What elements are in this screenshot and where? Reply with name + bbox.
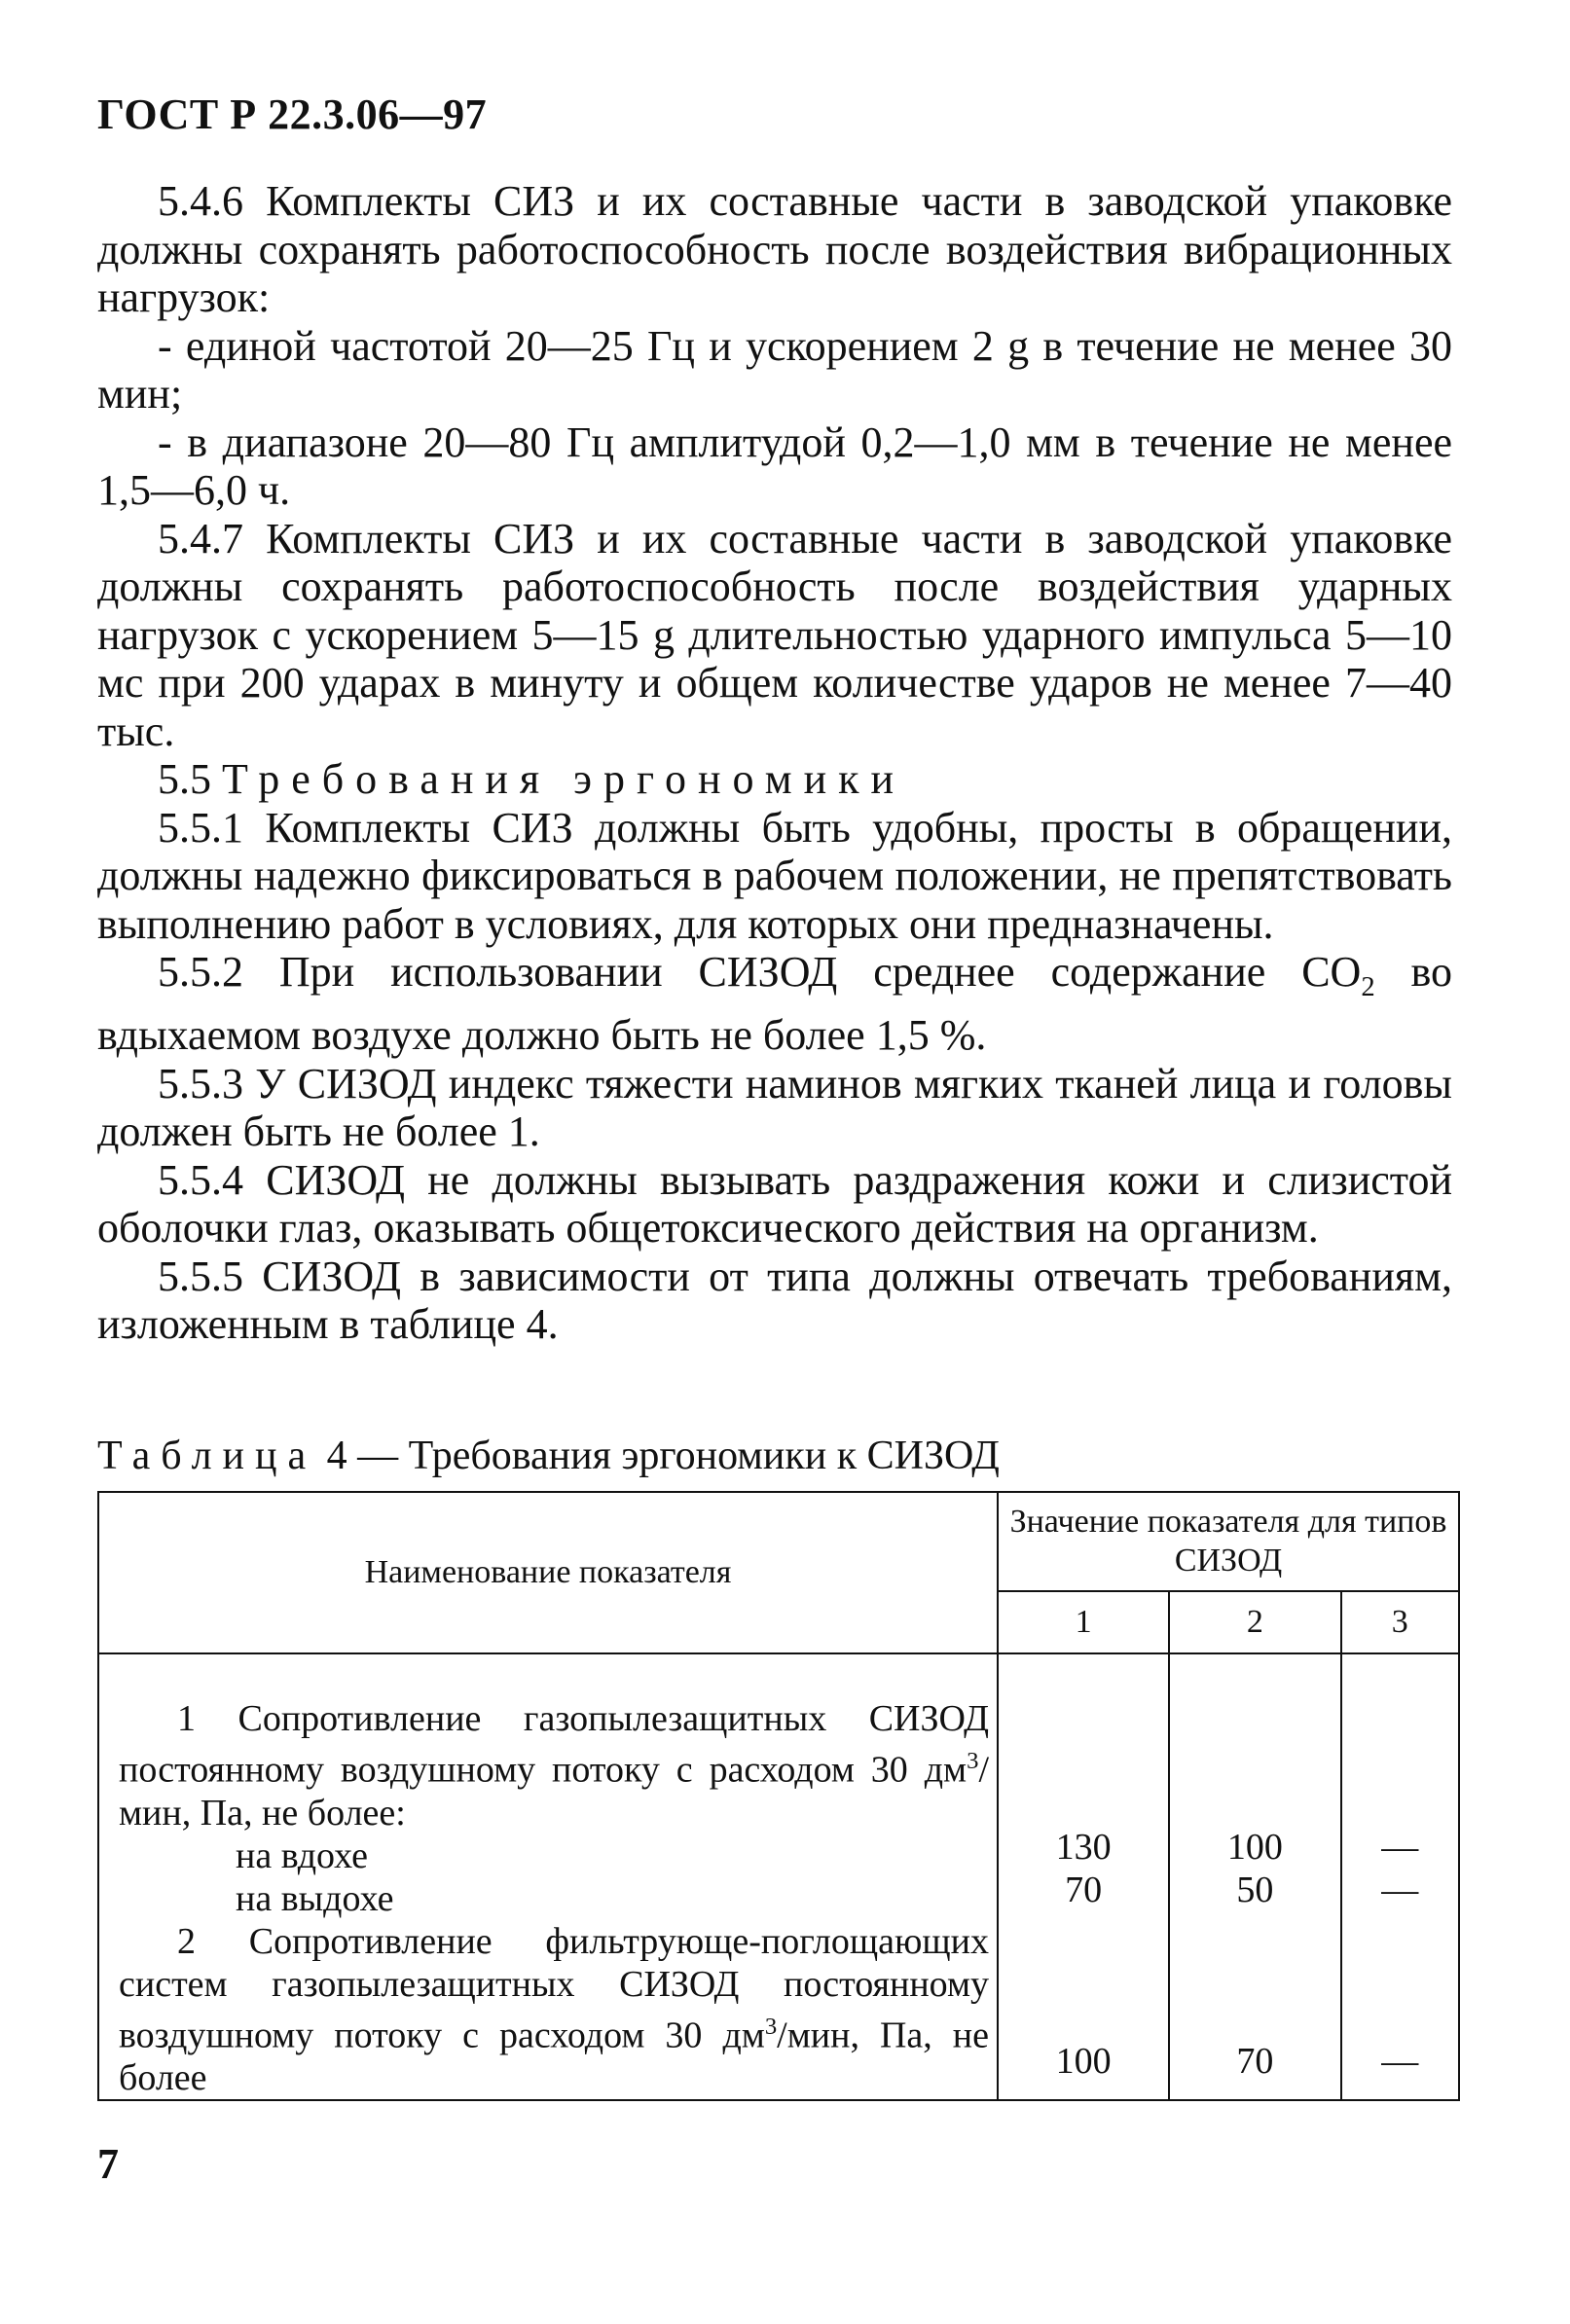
row-2-description [119,1920,989,2100]
row-1-inhale-label: на вдохе [236,1834,369,1876]
type-2-header: 2 [1169,1591,1340,1653]
paragraph-5-4-7: 5.4.7 Комплекты СИЗ и их составные части в заводской упаковке должны сохранять работоспособность после воздействия ударных нагрузок с ускорением 5—15 g длительностью ударного импульса 5—10 мс при 200 ударах в минуту и общем количестве ударов не менее 7—40 тыс. [97,514,1452,755]
page-number: 7 [97,2140,119,2188]
column-header-name: Наименование показателя [98,1492,998,1653]
row-1-superscript: 3 [967,1748,979,1774]
row-2-superscript: 3 [764,2013,778,2040]
co2-subscript: 2 [1361,971,1375,1002]
row-1-text: 1 Сопротивление газопылезащитных СИЗОД постоянному воздушному потоку с расходом 30 дм [119,1698,989,1791]
type-2-exhale-value: 50 [1236,1870,1274,1910]
paragraph-5-5-2-tail: во вдыхаемом воздухе должно быть не более 1,5 %. [97,948,1452,1060]
type-1-filter-value: 100 [1055,2041,1112,2082]
paragraph-5-4-6-item-2: - в диапазоне 20—80 Гц амплитудой 0,2—1,0 мм в течение не менее 1,5—6,0 ч. [97,418,1452,514]
type-1-values [998,1653,1169,2100]
row-descriptions [98,1653,998,2100]
type-3-values [1341,1653,1459,2100]
table-caption-title: 4 — Требования эргономики к СИЗОД [316,1434,1000,1478]
standard-header: ГОСТ Р 22.3.06—97 [97,91,488,138]
row-1-description [119,1697,989,1834]
row-2-text: 2 Сопротивление фильтрующе-поглощающих систем газопылезащитных СИЗОД постоянному воздушному потоку с расходом 30 дм [119,1920,989,2056]
row-2-tail: /мин, Па, не более [119,2015,989,2099]
paragraph-5-4-6-item-1: - единой частотой 20—25 Гц и ускорением 2 g в течение не менее 30 мин; [97,321,1452,418]
paragraph-5-5-2 [97,948,1452,1060]
type-3-inhale-value: — [1381,1827,1419,1868]
paragraph-5-5-3: 5.5.3 У СИЗОД индекс тяжести наминов мягких тканей лица и головы должен быть не более 1. [97,1059,1452,1156]
section-number: 5.5 [158,755,211,803]
paragraph-5-5-2-text: 5.5.2 При использовании СИЗОД среднее содержание СО [158,948,1362,996]
type-2-values [1169,1653,1340,2100]
column-header-values: Значение показателя для типов СИЗОД [998,1492,1459,1591]
table-caption-word: Таблица [97,1434,317,1478]
type-3-header: 3 [1341,1591,1459,1653]
type-3-exhale-value: — [1381,1870,1419,1910]
row-1-exhale-label: на выдохе [236,1877,394,1919]
type-2-inhale-value: 100 [1226,1827,1283,1868]
type-1-header: 1 [998,1591,1169,1653]
type-2-filter-value: 70 [1236,2041,1274,2082]
row-1-tail: /мин, Па, не более: [119,1749,989,1834]
paragraph-5-5-5: 5.5.5 СИЗОД в зависимости от типа должны отвечать требованиям, изложенным в таблице 4. [97,1252,1452,1349]
table-caption [97,1433,1000,1479]
body-text [97,177,1452,1349]
section-title: Требования эргономики [222,755,906,803]
section-5-5-heading [97,755,1452,804]
type-1-exhale-value: 70 [1065,1870,1103,1910]
type-1-inhale-value: 130 [1055,1827,1112,1868]
paragraph-5-5-1: 5.5.1 Комплекты СИЗ должны быть удобны, просты в обращении, должны надежно фиксироваться в рабочем положении, не препятствовать выполнению работ в условиях, для которых они предназначены. [97,803,1452,948]
table-row [98,1653,1459,2100]
paragraph-5-5-4: 5.5.4 СИЗОД не должны вызывать раздражения кожи и слизистой оболочки глаз, оказывать общетоксического действия на организм. [97,1155,1452,1253]
type-3-filter-value: — [1381,2041,1419,2082]
paragraph-5-4-6: 5.4.6 Комплекты СИЗ и их составные части в заводской упаковке должны сохранять работоспособность после воздействия вибрационных нагрузок: [97,177,1452,321]
ergonomics-table [97,1491,1460,2101]
